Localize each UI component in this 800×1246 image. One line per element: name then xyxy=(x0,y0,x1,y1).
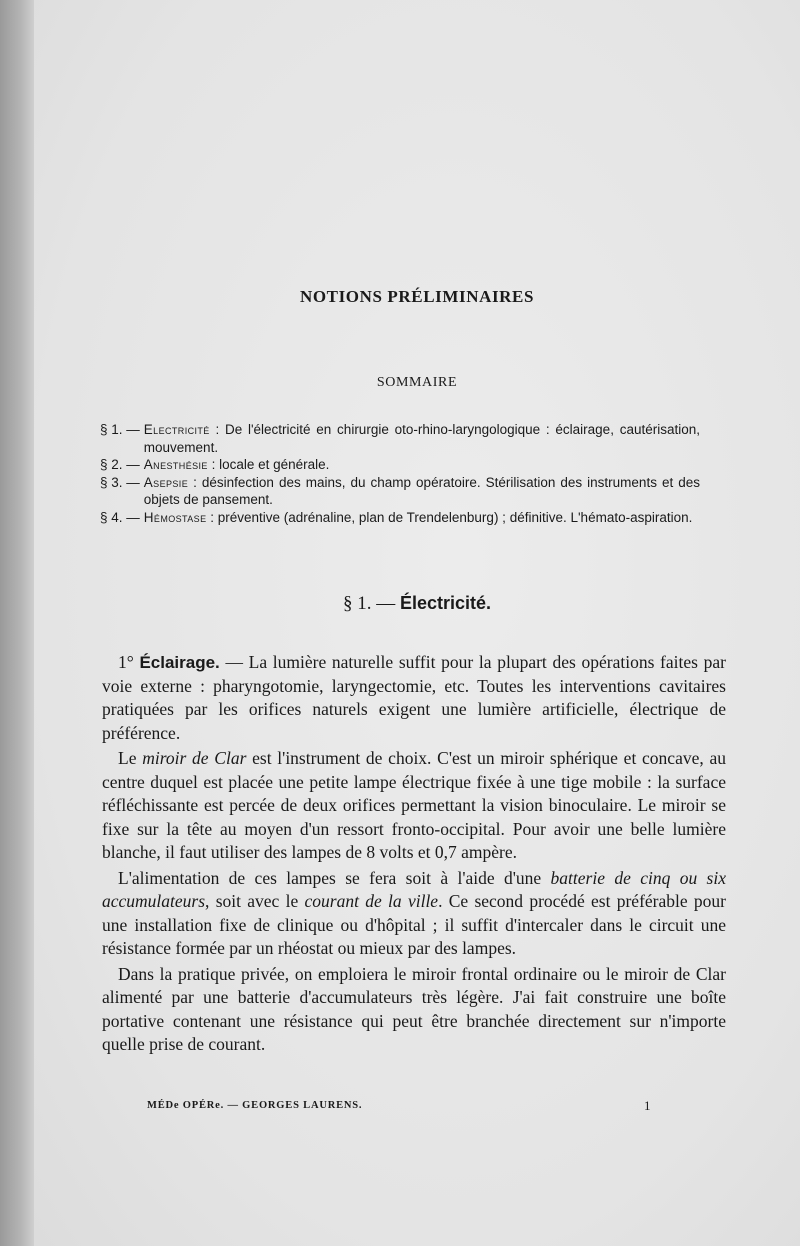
summary-item-number: § 3. — xyxy=(100,474,140,490)
summary-item-text: préventive (adrénaline, plan de Trendelenburg) ; définitive. L'hémato-aspiration. xyxy=(217,509,693,525)
summary-item-number: § 1. — xyxy=(100,422,140,437)
page-title: NOTIONS PRÉLIMINAIRES xyxy=(299,287,535,306)
book-page xyxy=(34,0,800,1246)
summary-item-number: § 4. — xyxy=(100,509,140,525)
summary-item-heading: Asepsie xyxy=(143,474,189,490)
summary-item-heading: Hémostase xyxy=(143,509,207,525)
summary-item: § 4. — Hémostase : préventive (adrénaline, plan de Trendelenburg) ; définitive. L'hémato-aspiration. xyxy=(100,509,693,525)
section-heading xyxy=(34,593,800,615)
summary-item: § 2. — Anesthésie : locale et générale. xyxy=(100,457,330,472)
emphasis: courant de la ville xyxy=(304,891,439,911)
summary-item-heading: Electricité xyxy=(143,422,210,437)
summary-item-heading: Anesthésie xyxy=(143,457,208,472)
paragraph: Le miroir de Clar est l'instrument de choix. C'est un miroir sphérique et concave, au centre duquel est placée une petite lampe électrique fixée à une tige mobile : la surface réfléchissante est percée de deux orifices permettant la vision binoculaire. Le miroir se fixe sur la tête au moyen d'un ressort fronto-occipital. Pour avoir une belle lumière blanche, il faut utiliser des lampes de 8 volts et 0,7 ampère. xyxy=(102,748,726,862)
section-title: Électricité. xyxy=(399,593,492,613)
page-number: 1 xyxy=(644,1098,651,1113)
paragraph: L'alimentation de ces lampes se fera soit à l'aide d'une batterie de cinq ou six accumulateurs, soit avec le courant de la ville. Ce second procédé est préférable pour une installation fixe de clinique ou d'hôpital ; il suffit d'intercaler dans le circuit une résistance formée par un rhéostat ou mieux par des lampes. xyxy=(102,867,726,958)
body-text xyxy=(102,651,726,1057)
summary-item: § 3. — Asepsie : désinfection des mains, du champ opératoire. Stérilisation des instruments et des objets de pansement. xyxy=(100,474,700,507)
section-number: § 1. — xyxy=(342,593,396,614)
summary-heading: SOMMAIRE xyxy=(376,375,458,390)
summary-item-number: § 2. — xyxy=(100,457,140,472)
summary-item-text: désinfection des mains, du champ opératoire. Stérilisation des instruments et des objets de pansement. xyxy=(143,474,700,507)
emphasis: miroir de Clar xyxy=(142,748,247,768)
subsection-title: Éclairage. xyxy=(139,653,220,672)
summary-item: § 1. — Electricité : De l'électricité en chirurgie oto-rhino-laryngologique : éclairage, cautérisation, mouvement. xyxy=(100,422,700,455)
summary-list xyxy=(100,421,700,526)
footer-signature: MÉDe OPÉRe. — GEORGES LAURENS. xyxy=(147,1100,363,1111)
paragraph: 1° Éclairage. — La lumière naturelle suffit pour la plupart des opérations faites par voie externe : pharyngotomie, laryngectomie, etc. Toutes les interventions cavitaires pratiquées par les orifices naturels exigent une lumière artificielle, électrique de préférence. xyxy=(102,652,726,743)
summary-item-text: De l'électricité en chirurgie oto-rhino-laryngologique : éclairage, cautérisation, mouvement. xyxy=(143,422,700,455)
emphasis: batterie de cinq ou six accumulateurs xyxy=(102,867,726,911)
paragraph: Dans la pratique privée, on emploiera le miroir frontal ordinaire ou le miroir de Clar alimenté par une batterie d'accumulateurs très légère. J'ai fait construire une boîte portative contenant une résistance qui peut être branchée directement sur n'importe quelle prise de courant. xyxy=(102,963,726,1054)
summary-item-text: locale et générale. xyxy=(219,457,330,472)
scan-binding-edge xyxy=(0,0,34,1246)
